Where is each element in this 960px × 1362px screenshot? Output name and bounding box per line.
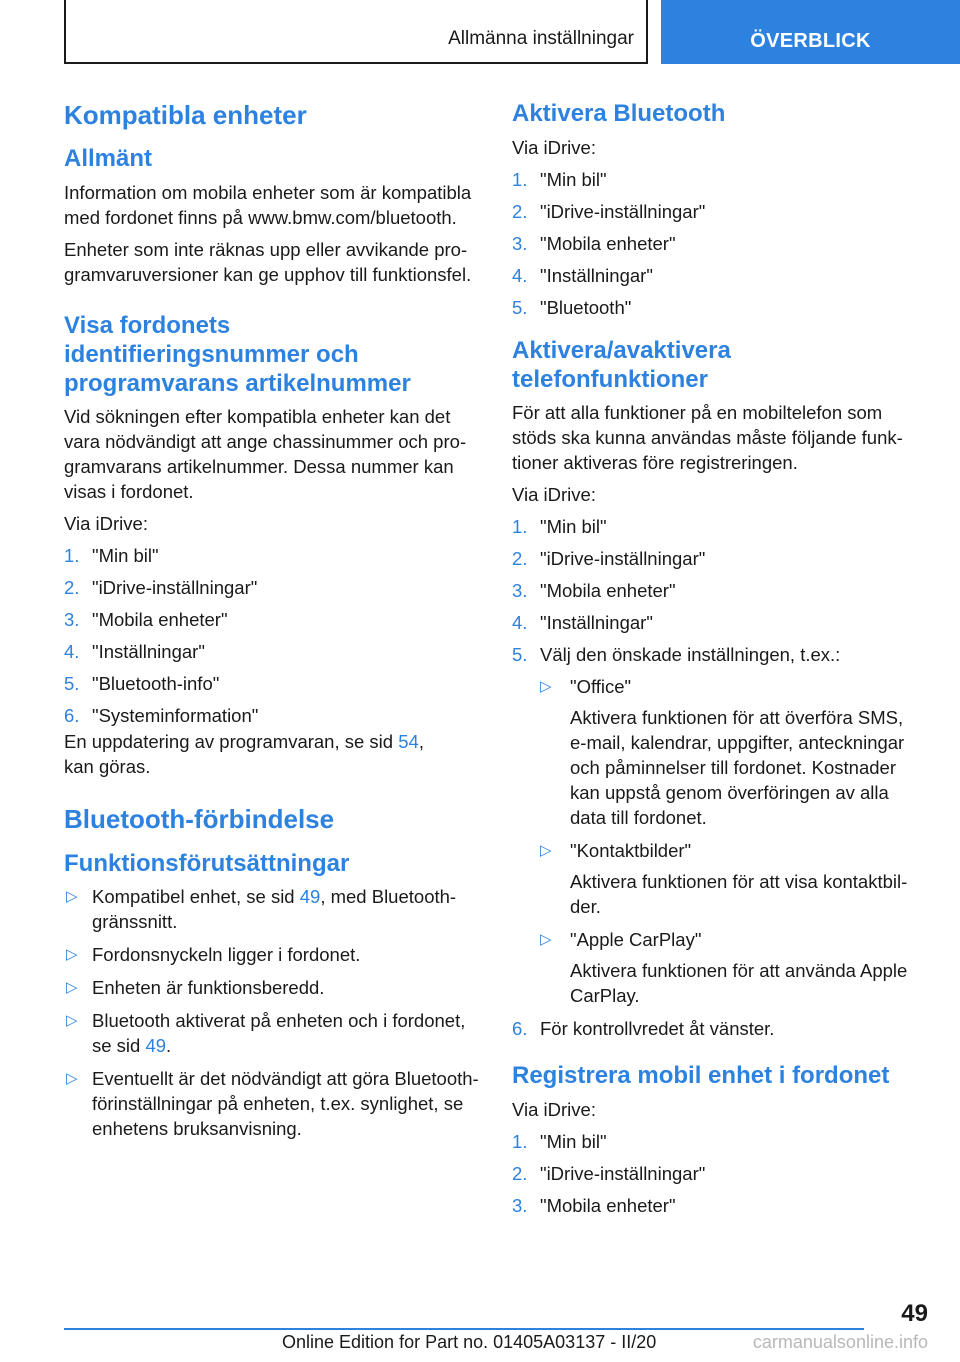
list-item: 1. "Min bil" [512,516,607,538]
reg-via: Via iDrive: [512,1099,596,1121]
list-item: 1. "Min bil" [512,168,607,190]
triangle-bullet-icon: ▷ [540,678,552,696]
list-item: 1. "Min bil" [512,1131,607,1153]
list-item: 2. "iDrive-inställningar" [512,548,706,570]
list-item: ▷ Kompatibel enhet, se sid 49, med Bluetooth-gränssnitt. [66,886,457,933]
list-item: ▷ Bluetooth aktiverat på enheten och i fordonet, se sid 49. [66,1010,466,1057]
list-item: 4. "Inställningar" [512,264,653,286]
page-link-54[interactable]: 54 [398,731,419,753]
list-item: ▷ "Apple CarPlay" Aktivera funktionen för att använda Apple CarPlay. [540,929,908,1007]
list-item: 6. För kontrollvredet åt vänster. [512,1018,775,1040]
reg-steps [512,1129,920,1218]
page-link-49[interactable]: 49 [299,886,321,908]
list-item: 2. "iDrive-inställningar" [512,200,706,222]
list-item: 6. "Systeminformation" [64,705,259,727]
left-column [64,100,482,1149]
watermark: carmanualsonline.info [752,1332,928,1352]
list-item: 5. "Bluetooth" [512,296,632,318]
phone-options [540,674,920,1008]
general-heading: Allmänt [64,145,153,173]
list-item: 5. Välj den önskade inställningen, t.ex.: [512,644,841,666]
bt-steps [512,167,920,320]
triangle-bullet-icon: ▷ [66,888,78,906]
triangle-bullet-icon: ▷ [540,931,552,949]
phone-functions-heading: Aktivera/avaktivera telefonfunktioner [512,336,731,393]
list-item: 2. "iDrive-inställningar" [64,577,258,599]
vin-steps [64,543,482,728]
list-item: 2. "iDrive-inställningar" [512,1163,706,1185]
phone-step-6 [512,1016,920,1041]
requirements-heading: Funktionsförutsättningar [64,849,350,877]
footer-edition: Online Edition for Part no. 01405A03137 - II/20 [282,1332,657,1352]
list-item: ▷ "Kontaktbilder" Aktivera funktionen för att visa kontaktbilder. [540,840,908,918]
header-tab-overview[interactable] [661,0,960,64]
right-column [512,100,920,1225]
page-link-49[interactable]: 49 [145,1035,167,1057]
activate-bluetooth-heading: Aktivera Bluetooth [512,100,726,127]
header-section-box [64,0,648,64]
list-item: ▷ Eventuellt är det nödvändigt att göra Bluetooth-förinställningar på enheten, t.ex. synlighet, se enhetens bruksanvisning. [66,1068,479,1140]
vin-heading: Visa fordonets identifieringsnummer och programvarans artikelnummer [64,311,411,397]
requirements-list [64,884,482,1141]
list-item: 3. "Mobila enheter" [512,232,676,254]
phone-paragraph: För att alla funktioner på en mobiltelefon som stöds ska kunna användas måste följande funktioner aktiveras före registreringen. [512,402,903,474]
triangle-bullet-icon: ▷ [66,1070,78,1088]
vin-via: Via iDrive: [64,513,148,535]
phone-via: Via iDrive: [512,484,596,506]
list-item: ▷ "Office" Aktivera funktionen för att överföra SMS, e-mail, kalendrar, uppgifter, anteckningar och påminnelser till fordonet. Kostnader kan uppstå genom överföringen av alla data till fordonet. [540,676,905,829]
list-item: 1. "Min bil" [64,545,159,567]
page-title: Kompatibla enheter [64,100,307,130]
bluetooth-title: Bluetooth-förbindelse [64,804,335,835]
general-paragraph-2: Enheter som inte räknas upp eller avvikande programvaruversioner kan ge upphov till funktionsfel. [64,238,472,285]
list-item: 3. "Mobila enheter" [512,1195,676,1217]
page-number: 49 [901,1300,928,1327]
triangle-bullet-icon: ▷ [66,1012,78,1030]
bt-via: Via iDrive: [512,136,596,158]
list-item: 4. "Inställningar" [512,612,653,634]
footer-divider [64,1328,864,1330]
update-note: En uppdatering av programvaran, se sid 54, kan göras. [64,731,424,778]
list-item: 3. "Mobila enheter" [512,580,676,602]
header-section-title: Allmänna inställningar [448,28,634,49]
phone-steps [512,514,920,667]
triangle-bullet-icon: ▷ [540,842,552,860]
register-heading: Registrera mobil enhet i fordonet [512,1062,890,1090]
list-item: ▷ Fordonsnyckeln ligger i fordonet. [66,944,361,966]
general-paragraph-1: Information om mobila enheter som är kompatibla med fordonet finns på www.bmw.com/bluetooth. [64,181,472,228]
triangle-bullet-icon: ▷ [66,979,78,997]
list-item: 5. "Bluetooth-info" [64,673,220,695]
list-item: 4. "Inställningar" [64,641,205,663]
triangle-bullet-icon: ▷ [66,946,78,964]
list-item: 3. "Mobila enheter" [64,609,228,631]
header-tab-label: ÖVERBLICK [750,30,871,52]
list-item: ▷ Enheten är funktionsberedd. [66,977,325,999]
vin-paragraph: Vid sökningen efter kompatibla enheter kan det vara nödvändigt att ange chassinummer och programvarans artikelnummer. Dessa nummer kan visas i fordonet. [64,406,467,503]
